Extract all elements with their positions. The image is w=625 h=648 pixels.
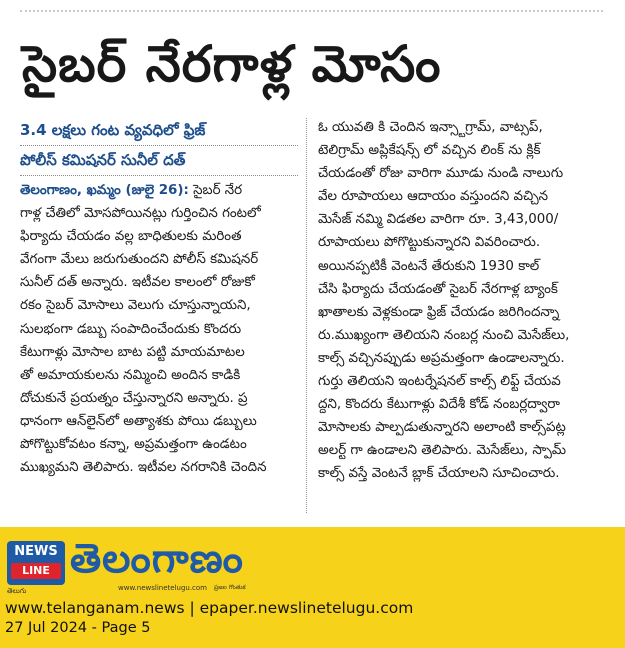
- brand-name: తెలంగాణం: [70, 536, 244, 582]
- column-divider: [306, 118, 307, 513]
- footer-banner: [0, 527, 625, 648]
- body-line: ఫిర్యాదు చేయడం వల్ల బాధితులకు మరింత: [20, 229, 242, 245]
- subhead-1: 3.4 లక్షలు గంట వ్యవధిలో ఫ్రిజ్: [20, 116, 298, 146]
- body-line: పోగొట్టుకోవటం కన్నా, అప్రమత్తంగా ఉండటం: [20, 437, 247, 453]
- body-line: ఓ యువతి కి చెందిన ఇన్స్టాగ్రామ్, వాట్సప్,: [318, 120, 543, 135]
- body-line: టెలిగ్రామ్ అప్లికేషన్స్ లో వచ్చిన లింక్ ను క్లిక్: [318, 143, 541, 159]
- dateline: తెలంగాణం, ఖమ్మం (జులై 26):: [20, 183, 189, 198]
- logo-line-text: LINE: [11, 563, 61, 579]
- body-line: తో అమాయకులను నమ్మించి అందిన కాడికి: [20, 367, 241, 383]
- newsline-logo: [7, 541, 65, 585]
- article-headline: సైబర్ నేరగాళ్ల మోసం: [22, 35, 442, 93]
- footer-links: www.telanganam.news | epaper.newslinetelugu.com: [5, 599, 414, 617]
- body-line: అయినప్పటికీ వెంటనే తేరుకుని 1930 కాల్: [318, 258, 540, 274]
- body-line: వేగంగా మేలు జరుగుతుందని పోలీస్ కమిషనర్: [20, 252, 259, 268]
- body-line: సునీల్ దత్ అన్నారు. ఇటీవల కాలంలో రోజుకో: [20, 275, 255, 291]
- body-line: మెసేజ్ నమ్మి విడతల వారిగా రూ. 3,43,000/: [318, 212, 559, 228]
- body-line: ద్దని, కొందరు కేటుగాళ్లు విదేశీ కోడ్ నంబర్లద్వారా: [318, 397, 560, 413]
- brand-tagline: ప్రజల గొంతుక: [214, 584, 246, 591]
- subhead-2: పోలీస్ కమిషనర్ సునీల్ దత్: [20, 146, 298, 176]
- body-line: చేయడంతో రోజు వారిగా మూడు నుండి నాలుగు: [318, 166, 564, 182]
- body-line: ఖాతాలకు వెళ్లకుండా ఫ్రిజ్ చేయడం జరిగిందన్నా: [318, 304, 560, 320]
- body-line: కేటుగాళ్లు మోసాల బాట పట్టి మాయమాటల: [20, 344, 245, 360]
- body-line: కాల్స్ వస్తే వెంటనే బ్లాక్ చేయాలని సూచించారు.: [318, 466, 560, 482]
- body-line: కాల్స్ వచ్చినప్పుడు అప్రమత్తంగా ఉండాలన్నారు.: [318, 350, 565, 366]
- body-line: చేసి ఫిర్యాదు చేయడంతో సైబర్ నేరగాళ్ల బ్యాంక్: [318, 281, 558, 297]
- body-line: మోసాలకు పాల్పడుతున్నారని అలాంటి కాల్స్‌పట్ల: [318, 420, 566, 436]
- body-line: దోచుకునే ప్రయత్నం చేస్తున్నారని అన్నారు. ప్ర: [20, 390, 248, 406]
- logo-subtext: తెలుగు: [7, 587, 27, 595]
- brand-website: www.newslinetelugu.com: [118, 584, 207, 592]
- left-body: [20, 179, 298, 479]
- left-column: [20, 116, 298, 479]
- page-info: 27 Jul 2024 - Page 5: [5, 620, 151, 636]
- body-line: అలర్ట్ గా ఉండాలని తెలిపారు. మెసేజ్‌లు, స్పామ్: [318, 443, 567, 459]
- right-body: [318, 116, 602, 486]
- body-line: గాళ్ల చేతిలో మోసపోయినట్లు గుర్తించిన గంటలో: [20, 206, 261, 222]
- body-line: [20, 179, 298, 202]
- body-text: సైబర్ నేర: [193, 183, 243, 198]
- top-dotted-border: [20, 10, 603, 12]
- body-line: సులభంగా డబ్బు సంపాదించేందుకు కొందరు: [20, 321, 242, 337]
- body-line: రకం సైబర్ మోసాలు వెలుగు చూస్తున్నాయని,: [20, 298, 251, 314]
- right-column: [318, 116, 602, 486]
- body-line: ముఖ్యమని తెలిపారు. ఇటీవల నగరానికి చెందిన: [20, 460, 267, 476]
- subheads: [20, 116, 298, 176]
- logo-news-text: NEWS: [14, 544, 58, 559]
- body-line: గుర్తు తెలియని ఇంటర్నేషనల్ కాల్స్ లిఫ్ట్ చేయవ: [318, 374, 561, 390]
- body-line: వేల రూపాయలు ఆదాయం వస్తుందని వచ్చిన: [318, 189, 549, 205]
- body-line: ధానంగా ఆన్‌లైన్‌లో అత్యాశకు పోయి డబ్బులు: [20, 413, 257, 429]
- body-line: రూపాయలు పోగొట్టుకున్నారని వివరించారు.: [318, 235, 541, 251]
- body-line: రు.ముఖ్యంగా తెలియని నంబర్ల నుంచి మెసేజ్‌లు,: [318, 327, 570, 343]
